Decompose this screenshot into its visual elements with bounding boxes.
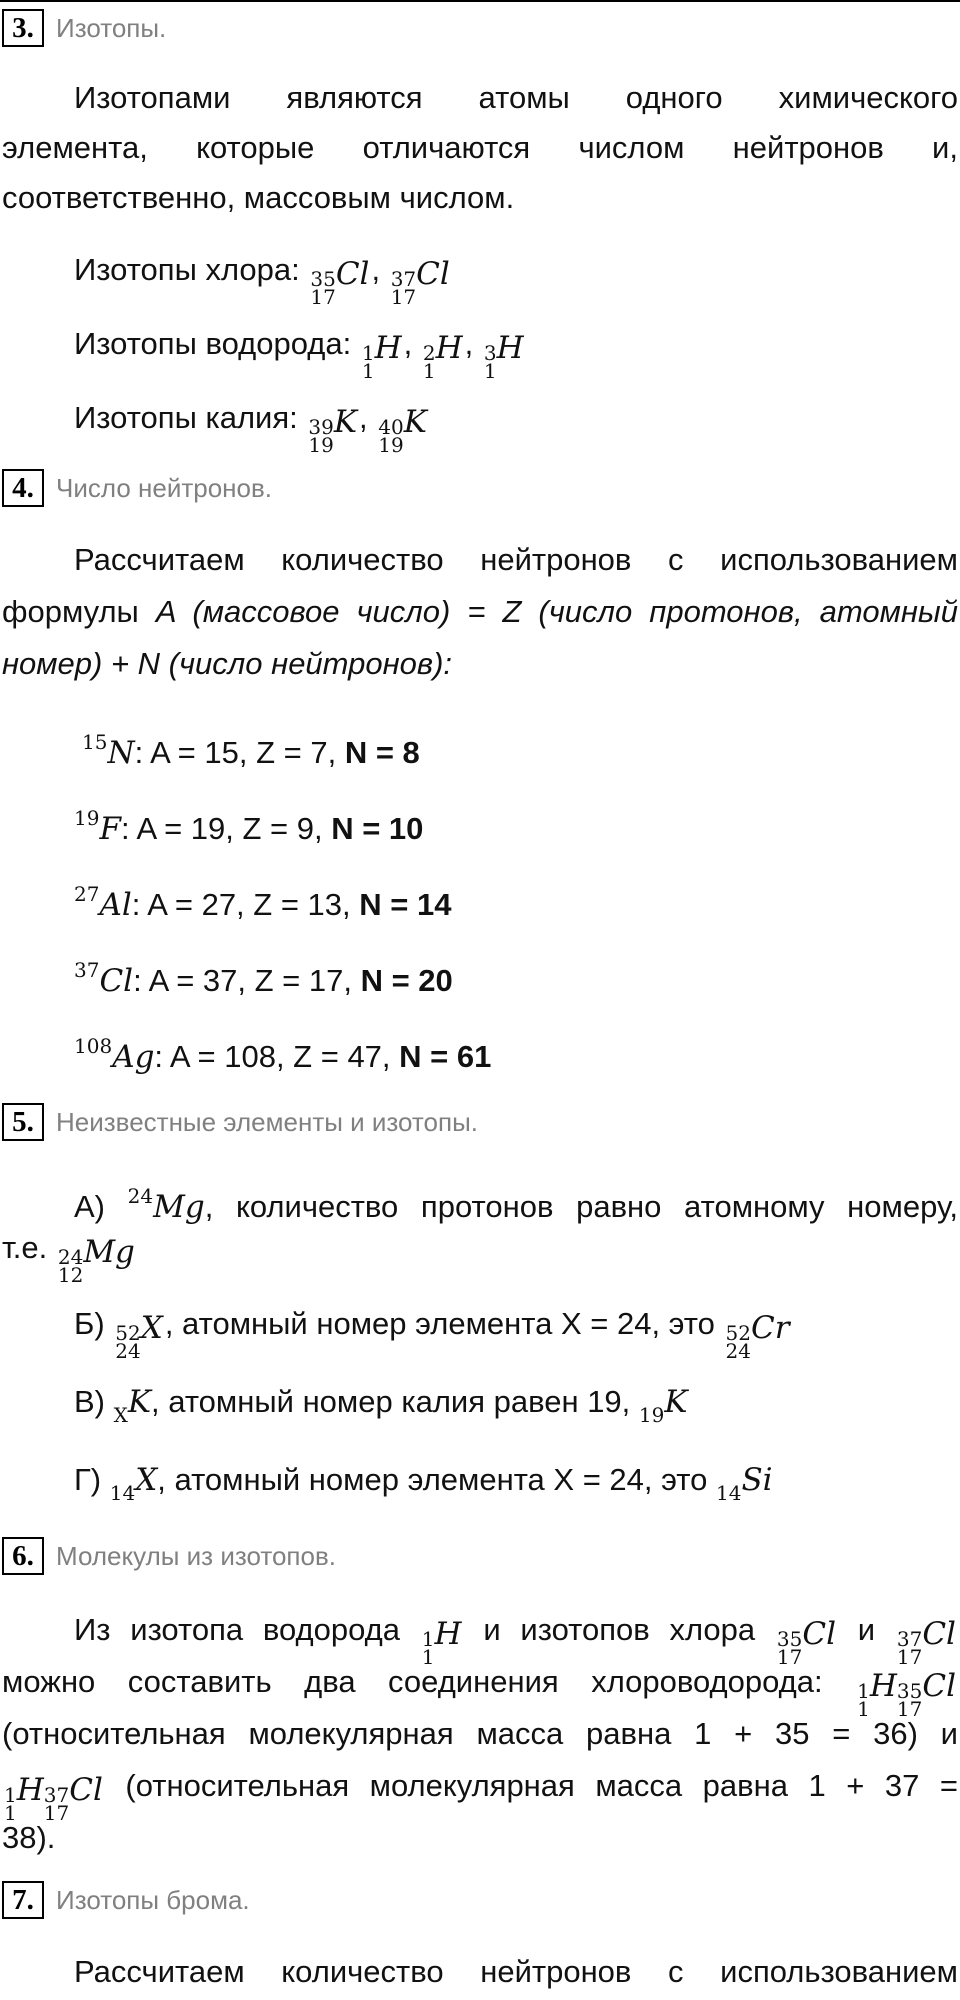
neutron-row-cl: $^{37}$Cl: A = 37, Z = 17, N = 20: [74, 958, 453, 999]
item-g: Г) $_{14}$X, атомный номер элемента X = 24, это $_{14}$Si: [74, 1462, 773, 1505]
paragraph-line: Рассчитаем количество нейтронов с использованием: [74, 1954, 958, 1989]
neutron-row-ag: $^{108}$Ag: A = 108, Z = 47, N = 61: [74, 1034, 492, 1075]
section-title: Число нейтронов.: [56, 472, 273, 503]
paragraph-line: соответственно, массовым числом.: [2, 180, 515, 215]
hydrogen-isotopes: Изотопы водорода: 1 1 H, 2 1 H, 3 1 H: [74, 326, 524, 383]
section-number: 6.: [2, 1537, 44, 1575]
paragraph-line: 38).: [2, 1820, 56, 1855]
paragraph-line: 1 1 H 37 17 Cl (относительная молекулярная масса равна 1 + 37 =: [4, 1768, 958, 1825]
section-4-header: [2, 468, 272, 508]
section-title: Неизвестные элементы и изотопы.: [56, 1106, 478, 1137]
paragraph-line: Рассчитаем количество нейтронов с использованием: [74, 542, 958, 577]
section-number: 5.: [2, 1103, 44, 1141]
item-a-cont: т.е. 24 12 Mg: [2, 1230, 135, 1287]
section-number: 7.: [2, 1881, 44, 1919]
section-7-header: [2, 1880, 250, 1920]
neutron-row-n: $^{15}$N: A = 15, Z = 7, N = 8: [82, 730, 420, 771]
isotope-k40: 40 19 K: [378, 404, 427, 457]
section-title: Изотопы.: [56, 12, 167, 43]
item-a: А) $^{24}$Mg, количество протонов равно атомному номеру,: [74, 1184, 958, 1225]
paragraph-line: номер) + N (число нейтронов):: [2, 646, 453, 681]
paragraph-line: элемента, которые отличаются числом нейтронов и,: [2, 130, 958, 165]
paragraph-line: Изотопами являются атомы одного химического: [74, 80, 958, 115]
formula-line: формулы A (массовое число) = Z (число протонов, атомный: [2, 594, 958, 629]
section-3-header: [2, 8, 166, 48]
section-number: 4.: [2, 469, 44, 507]
top-rule: [0, 0, 960, 2]
section-title: Молекулы из изотопов.: [56, 1540, 337, 1571]
neutron-row-al: $^{27}$Al: A = 27, Z = 13, N = 14: [74, 882, 452, 923]
isotope-cl35: 35 17 Cl: [310, 256, 370, 309]
section-5-header: [2, 1102, 478, 1142]
potassium-isotopes: Изотопы калия: 39 19 K, 40 19 K: [74, 400, 427, 457]
paragraph-line: Из изотопа водорода 1 1 H и изотопов хлора 35 17 Cl и 37 17 Cl: [74, 1612, 956, 1669]
isotope-k39: 39 19 K: [308, 404, 358, 457]
chlorine-isotopes: Изотопы хлора: 35 17 Cl, 37 17 Cl: [74, 252, 450, 309]
isotope-h3: 3 1 H: [483, 330, 524, 383]
section-title: Изотопы брома.: [56, 1884, 250, 1915]
section-6-header: [2, 1536, 336, 1576]
paragraph-line: (относительная молекулярная масса равна 1 + 35 = 36) и: [2, 1716, 958, 1751]
item-v: В) $_X$K, атомный номер калия равен 19, $_{19}$K: [74, 1384, 688, 1427]
paragraph-line: можно составить два соединения хлороводорода: 1 1 H 35 17 Cl: [2, 1664, 956, 1721]
neutron-row-f: $^{19}$F: A = 19, Z = 9, N = 10: [74, 806, 424, 847]
isotope-cl37: 37 17 Cl: [390, 256, 450, 309]
isotope-h1: 1 1 H: [361, 330, 402, 383]
section-number: 3.: [2, 9, 44, 47]
item-b: Б) 52 24 X, атомный номер элемента X = 24, это 52 24 Cr: [74, 1306, 790, 1363]
isotope-h2: 2 1 H: [422, 330, 463, 383]
